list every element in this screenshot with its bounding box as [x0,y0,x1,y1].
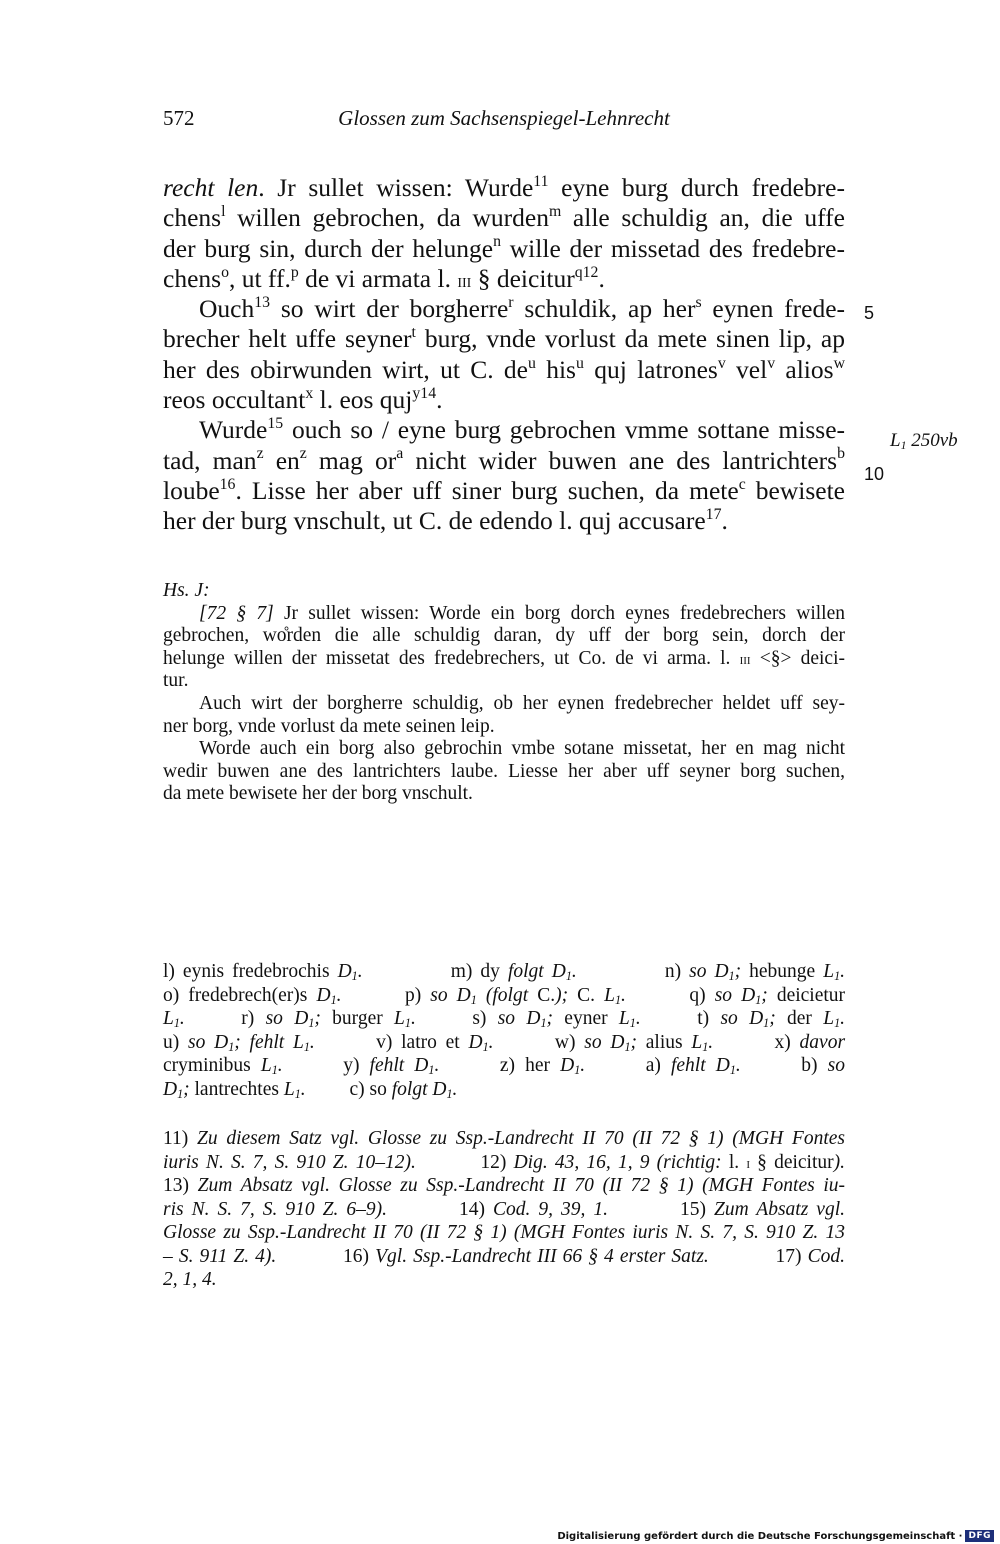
hs-heading: Hs. J: [163,580,210,601]
line-number-10: 10 [864,464,885,484]
footer-text: Digitalisierung gefördert durch die Deutsche Forschungsgemeinschaft · [557,1530,963,1542]
apparatus-line: u) so D1; fehlt L1. v) latro et D1. w) so D1; alius L1. x) davor [163,1031,846,1054]
text-line: ner borg, vnde vorlust da mete seinen leip. [163,715,495,737]
critical-apparatus [163,960,845,1101]
text-line: loube$^{16}$. Lisse her aber uff siner burg suchen, da mete$^c$ bewisete [163,475,845,505]
apparatus-line: L1. r) so D1; burger L1. s) so D1; eyner L1. t) so D1; der L1. [163,1008,846,1031]
line-number-5: 5 [864,303,875,323]
footnote-line: 13) Zum Absatz vgl. Glosse zu Ssp.-Landrecht II 70 (II 72 § 1) (MGH Fontes iu- [163,1175,845,1196]
apparatus-line: l) eynis fredebrochis D1. m) dy folgt D1. n) so D1; hebunge L1. [163,961,846,984]
running-header [163,106,845,140]
margin-sigle: L1 250vb [890,430,958,452]
text-line: her der burg vnschult, ut C. de edendo l. quj accusare$^{17}$. [163,505,728,536]
text-line: Wurde$^{15}$ ouch so / eyne burg gebrochen vmme sottane misse- [199,415,845,445]
page-number: 572 [163,106,195,130]
footnote-line: iuris N. S. 7, S. 910 Z. 10–12). 12) Dig. 43, 16, 1, 9 (richtig: l. i § deicitur). [163,1151,846,1173]
text-line: chens$^l$ willen gebrochen, da wurden$^m$ alle schuldig an, die uffe [163,203,845,233]
text-line: reos occultant$^x$ l. eos quj$^{y14}$. [163,384,443,415]
text-line: Auch wirt der borgherre schuldig, ob her eynen fredebrecher heldet uff sey- [199,692,845,714]
source-notes [163,1127,845,1292]
text-line: da mete bewisete her der borg vnschult. [163,783,473,805]
text-line: brecher helt uffe seyner$^t$ burg, vnde vorlust da mete sinen lip, ap [163,324,845,354]
gloss-text [163,173,845,537]
text-line: der burg sin, durch der helunge$^n$ wille der missetad des fredebre- [163,233,845,263]
footnote-line: – S. 911 Z. 4). 16) Vgl. Ssp.-Landrecht III 66 § 4 erster Satz. 17) Cod. [163,1245,845,1267]
text-line: chens$^o$, ut ff.$^p$ de vi armata l. iii § deicitur$^{q12}$. [163,263,605,293]
footer [557,1530,994,1542]
footnote-line: Glosse zu Ssp.-Landrecht II 70 (II 72 § 1) (MGH Fontes iuris N. S. 7, S. 910 Z. 13 [163,1222,845,1243]
dfg-logo: DFG [965,1530,994,1542]
apparatus-line: cryminibus L1. y) fehlt D1. z) her D1. a) fehlt D1. b) so [163,1055,845,1078]
apparatus-line: D1; lantrechtes L1. c) so folgt D1. [163,1078,458,1101]
text-line: [72 § 7] Jr sullet wissen: Worde ein borg dorch eynes fredebrechers willen [199,602,845,624]
text-line: gebrochen, wo̊rden die alle schuldig daran, dy uff der borg sein, dorch der [163,625,845,647]
text-line: tad, man$^z$ $en^z$ mag $or^a$ nicht wider buwen ane des lantrichters$^b$ [163,445,845,475]
footnote-line: 11) Zu diesem Satz vgl. Glosse zu Ssp.-Landrecht II 70 (II 72 § 1) (MGH Fontes [163,1128,845,1149]
footnote-line: ris N. S. 7, S. 910 Z. 6–9). 14) Cod. 9, 39, 1. 15) Zum Absatz vgl. [163,1198,845,1220]
variant-text-hs-j [163,580,845,806]
footnote-line: 2, 1, 4. [163,1269,217,1290]
text-line: her des obirwunden wirt, ut C. $de^u$ his$^u$ quj latrones$^v$ vel$^v$ alios$^w$ [163,354,845,384]
text-line: helunge willen der missetat des fredebrechers, ut Co. de vi arma. l. iii <§> deici- [163,647,845,669]
apparatus-line: o) fredebrech(er)s D1. p) so D1 (folgt C.); C. L1. q) so D1; deicietur [163,984,846,1007]
text-line: Worde auch ein borg also gebrochin vmbe sotane missetat, her en mag nicht [199,738,845,760]
text-line: recht len. Jr sullet wissen: Wurde$^{11}$ eyne burg durch fredebre- [163,172,845,202]
text-line: wedir buwen ane des lantrichters laube. Liesse her aber uff seyner borg suchen, [163,760,845,782]
running-title: Glossen zum Sachsenspiegel-Lehnrecht [338,106,670,130]
text-line: Ouch$^{13}$ so wirt der borgherre$^r$ schuldik, ap her$^s$ eynen frede- [199,293,846,324]
text-line: tur. [163,670,189,692]
